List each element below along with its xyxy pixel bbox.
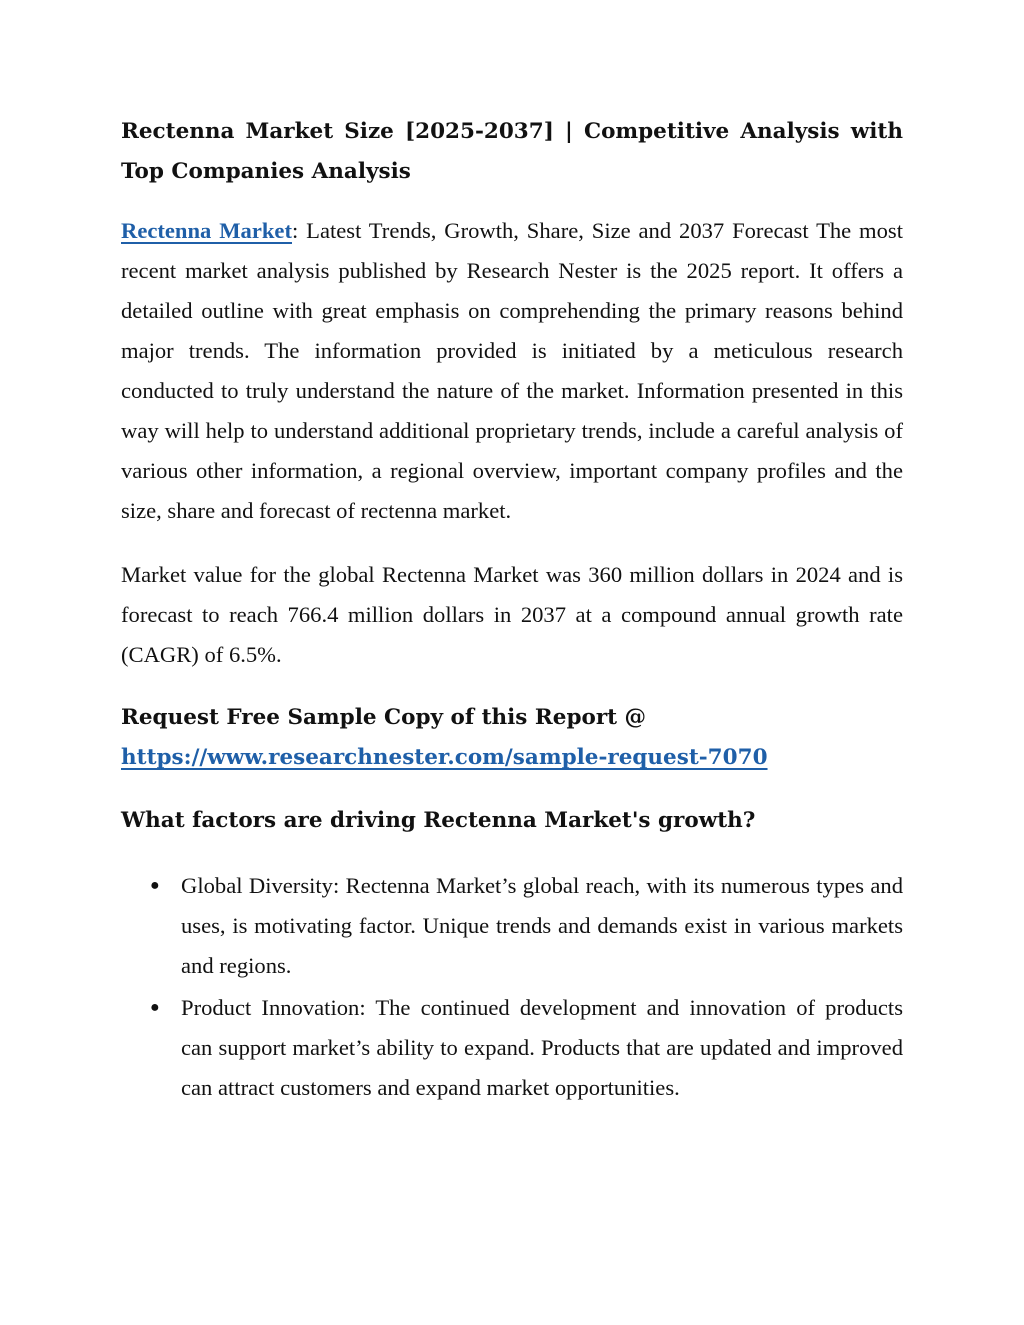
bullet-icon: ● [150, 999, 160, 1016]
factors-heading: What factors are driving Rectenna Market's growth? [121, 808, 756, 833]
bullet-icon: ● [150, 877, 160, 894]
sample-request-link[interactable]: https://www.researchnester.com/sample-request-7070 [121, 745, 768, 770]
intro-paragraph [121, 211, 903, 531]
sample-request-label: Request Free Sample Copy of this Report @ [121, 705, 647, 730]
list-item [121, 988, 903, 1108]
factors-list [121, 866, 903, 1108]
list-item [121, 866, 903, 986]
list-item-text: Global Diversity: Rectenna Market’s global reach, with its numerous types and uses, is motivating factor. Unique trends and demands exist in various markets and regions. [181, 873, 903, 978]
rectenna-market-link[interactable]: Rectenna Market [121, 218, 292, 243]
document-title: Rectenna Market Size [2025-2037] | Competitive Analysis with Top Companies Analysis [121, 119, 903, 184]
intro-text: : Latest Trends, Growth, Share, Size and 2037 Forecast The most recent market analysis published by Research Nester is the 2025 report. It offers a detailed outline with great emphasis on comprehending the primary reasons behind major trends. The information provided is initiated by a meticulous research conducted to truly understand the nature of the market. Information presented in this way will help to understand additional proprietary trends, include a careful analysis of various other information, a regional overview, important company profiles and the size, share and forecast of rectenna market. [121, 218, 904, 523]
document-page [121, 112, 903, 1110]
sample-request-block [121, 698, 903, 778]
market-value-paragraph: Market value for the global Rectenna Market was 360 million dollars in 2024 and is forecast to reach 766.4 million dollars in 2037 at a compound annual growth rate (CAGR) of 6.5%. [121, 562, 903, 667]
list-item-text: Product Innovation: The continued development and innovation of products can support market’s ability to expand. Products that are updated and improved can attract customers and expand market opportunities. [181, 995, 903, 1100]
